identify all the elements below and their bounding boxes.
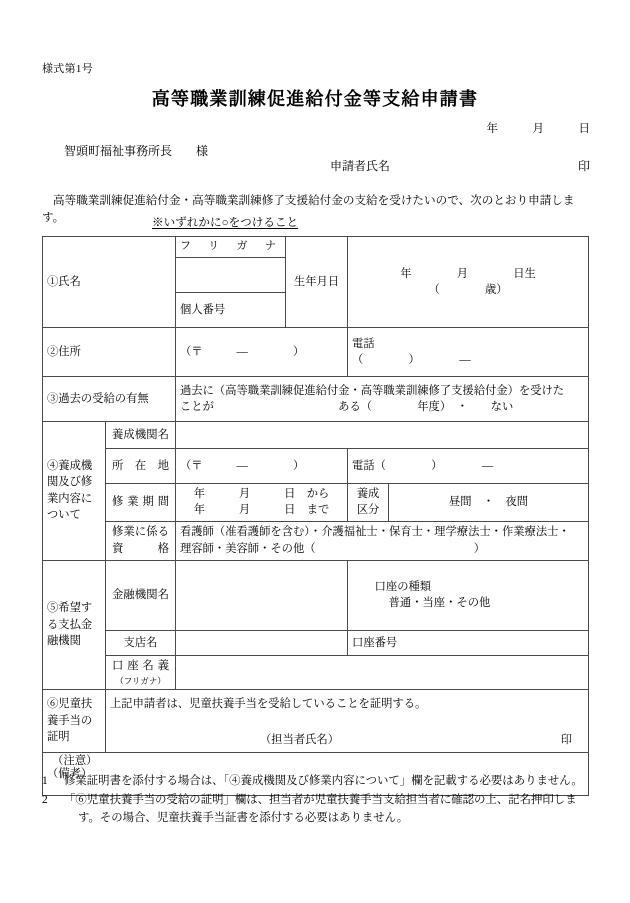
allowance-certification-field[interactable]: [106, 689, 589, 752]
bank-name-field[interactable]: [176, 560, 348, 631]
seal-mark: 印: [577, 159, 590, 173]
tel-value: （ ） ―: [352, 353, 471, 366]
label-remarks: （備考）: [47, 767, 93, 780]
table-row-institution-address: [43, 448, 589, 483]
name-input-field[interactable]: [176, 257, 286, 292]
date-line: 年 月 日: [486, 123, 590, 135]
label-account-holder: 口座名義 （フリガナ）: [106, 656, 176, 690]
address-tel-field[interactable]: [348, 327, 589, 376]
table-row-bank-name: [43, 560, 589, 631]
label-name: ①氏名: [43, 237, 176, 328]
table-row-branch: [43, 631, 589, 656]
label-training-division: 養成区分: [348, 483, 389, 521]
tel-label: 電話: [352, 337, 375, 350]
label-bank-section: ⑤希望する支払金融機関: [43, 560, 106, 689]
training-period-field[interactable]: [176, 483, 348, 521]
page-title: 高等職業訓練促進給付金等支給申請書: [151, 89, 479, 109]
label-institution-address: 所在地: [106, 448, 176, 483]
label-account-type: 口座の種類: [374, 581, 432, 594]
application-table: [42, 236, 589, 796]
birthdate-value: 年 月 日生: [400, 267, 536, 280]
officer-seal-mark: 印: [560, 733, 573, 746]
training-division-field[interactable]: 昼間 ・ 夜間: [389, 483, 589, 521]
label-allowance-section: ⑥児童扶養手当の証明: [43, 689, 106, 752]
birthdate-field[interactable]: [348, 237, 589, 328]
institution-tel-field[interactable]: [348, 448, 589, 483]
label-past-receipt: ③過去の受給の有無: [43, 376, 176, 421]
note-number: 1: [42, 774, 48, 787]
account-type-field[interactable]: [348, 560, 589, 631]
account-holder-field[interactable]: [176, 656, 589, 690]
furigana-field[interactable]: [176, 237, 286, 258]
mynumber-label: 個人番号: [180, 303, 226, 316]
note-text-continuation: す。その場合、児童扶養手当証書を添付する必要はありません。: [78, 812, 409, 825]
intro-note: ※いずれかに○をつけること: [152, 216, 299, 229]
institution-postal: （〒 ― ）: [180, 459, 305, 472]
table-row-training-period: [43, 483, 589, 521]
label-qualification: 修業に係る資格: [106, 521, 176, 560]
addressee: 智頭町福祉事務所長 様: [64, 144, 209, 158]
institution-tel-value: 電話（ ） ―: [352, 459, 494, 472]
mynumber-field[interactable]: [176, 292, 286, 327]
table-row-institution-name: [43, 421, 589, 448]
note-item: [42, 773, 602, 791]
applicant-name-label: 申請者氏名: [330, 159, 391, 173]
label-birthdate: 生年月日: [286, 237, 348, 328]
past-receipt-line1: 過去に（高等職業訓練促進給付金・高等職業訓練修了支援給付金）を受けた: [180, 384, 565, 397]
label-branch-name: 支店名: [106, 631, 176, 656]
officer-name-label: （担当者氏名）: [260, 733, 340, 746]
account-type-value: 普通・当座・その他: [388, 597, 491, 610]
label-training-period: 修業期間: [106, 483, 176, 521]
table-row-qualification: [43, 521, 589, 560]
period-start: 年 月 日 から: [193, 487, 330, 500]
notes-title: （注意）: [52, 755, 98, 767]
table-row-address: [43, 327, 589, 376]
form-number: 様式第1号: [42, 63, 93, 75]
label-institution-name: 養成機関名: [106, 421, 176, 448]
note-text: 修業証明書を添付する場合は、「④養成機関及び修業内容について」欄を記載する必要はありません。: [64, 774, 583, 787]
label-account-number: 口座番号: [352, 637, 398, 649]
allowance-statement: 上記申請者は、児童扶養手当を受給していることを証明する。: [110, 697, 427, 710]
applicant-signature-line: [330, 157, 590, 174]
table-row-name-furigana: [43, 237, 589, 258]
note-text-main: 「⑥児童扶養手当の受給の証明」欄は、担当者が児童扶養手当支給担当者に確認の上、記名押印しま: [64, 794, 577, 807]
table-row-allowance-certification: [43, 689, 589, 752]
label-account-holder-kana: （フリガナ）: [115, 675, 166, 686]
label-address: ②住所: [43, 327, 176, 376]
age-value: （ 歳）: [428, 283, 508, 296]
period-end: 年 月 日 まで: [193, 504, 330, 517]
table-row-past-receipt: [43, 376, 589, 421]
table-row-account-holder: [43, 656, 589, 690]
intro-paragraph: 高等職業訓練促進給付金・高等職業訓練修了支援給付金の支給を受けたいので、次のとおり申請します。: [42, 194, 575, 225]
branch-name-field[interactable]: [176, 631, 348, 656]
label-bank-name: 金融機関名: [106, 560, 176, 631]
address-field[interactable]: [176, 327, 348, 376]
institution-name-field[interactable]: [176, 421, 589, 448]
account-number-field[interactable]: [348, 631, 589, 656]
note-number: 2: [42, 794, 48, 807]
qualification-field[interactable]: [176, 521, 589, 560]
qualification-line1: 看護師（准看護師を含む）・介護福祉士・保育士・理学療法士・作業療法士・: [180, 526, 570, 539]
label-institution-section: ④養成機関及び修業内容について: [43, 421, 106, 560]
notes-section: [42, 753, 602, 828]
note-item: [42, 792, 602, 827]
note-text: [64, 792, 602, 827]
institution-address-field[interactable]: [176, 448, 348, 483]
past-receipt-field[interactable]: [176, 376, 589, 421]
qualification-line2: 理容師・美容師・その他（ ）: [180, 542, 486, 555]
address-postal: （〒 ― ）: [180, 345, 305, 358]
past-receipt-line2: ことが ある（ 年度） ・ ない: [180, 400, 514, 413]
furigana-label: フリガナ: [180, 240, 276, 252]
